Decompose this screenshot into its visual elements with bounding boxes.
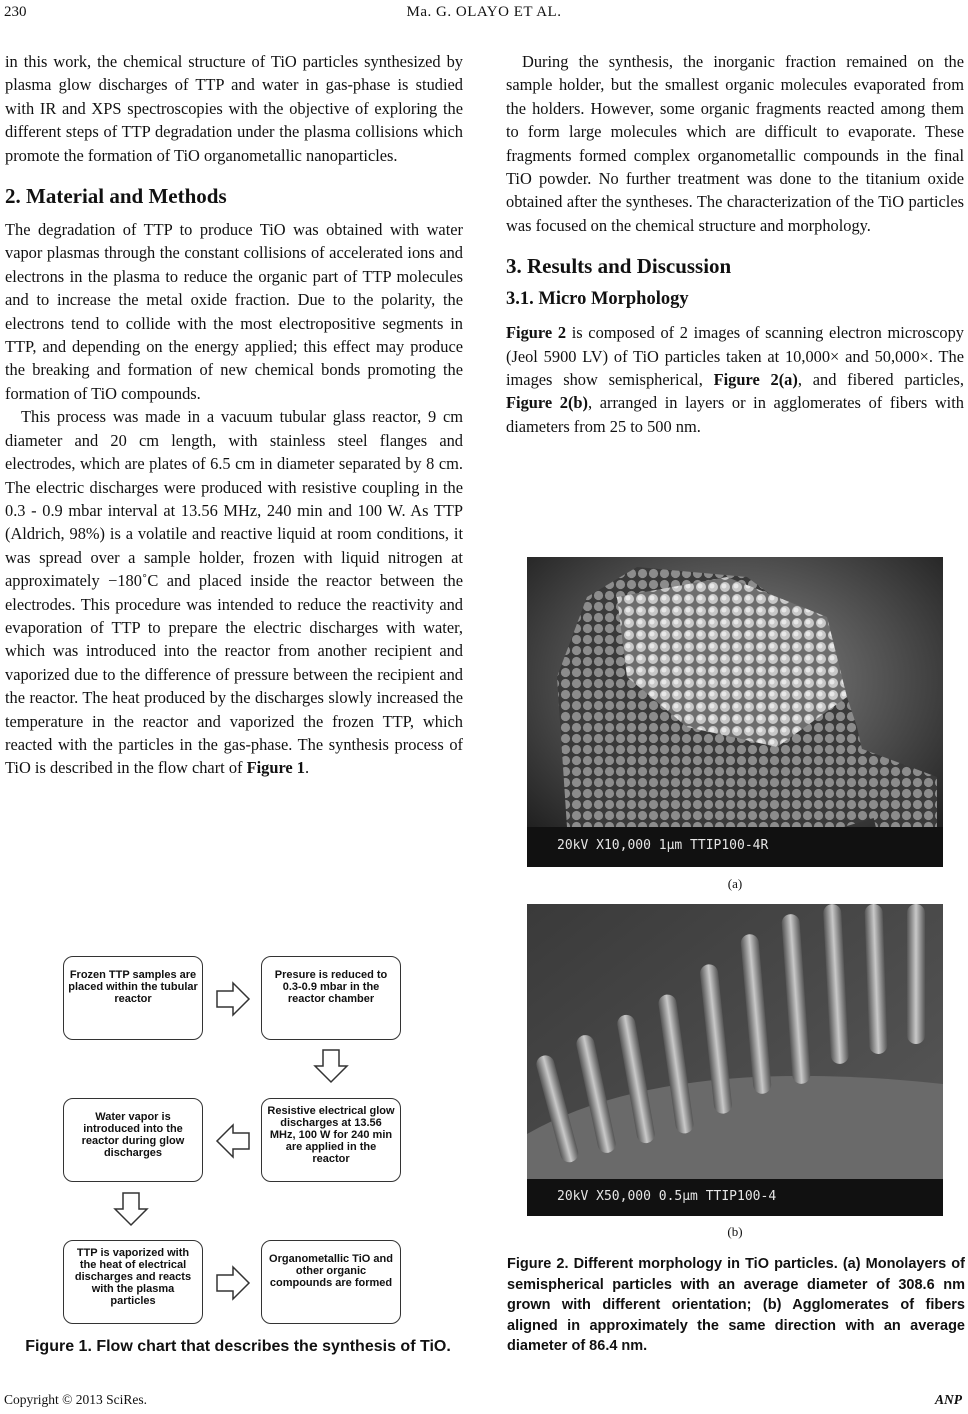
morphology-text-a: is composed of 2 images of scanning electron microscopy (Jeol 5900 LV) of TiO particles taken at 10,000× and 50,000×. The images show semispherical,	[506, 323, 964, 390]
left-column	[5, 50, 463, 780]
arrow-right-icon	[215, 1265, 251, 1301]
flow-box-frozen-ttp: Frozen TTP samples are placed within the tubular reactor	[63, 956, 203, 1040]
running-authors: Ma. G. OLAYO ET AL.	[406, 4, 562, 20]
flow-box-water-vapor: Water vapor is introduced into the reactor during glow discharges	[63, 1098, 203, 1182]
flow-box-organometallic: Organometallic TiO and other organic compounds are formed	[261, 1240, 401, 1324]
figure-2-reference[interactable]: Figure 2	[506, 323, 567, 343]
morphology-paragraph	[506, 321, 964, 438]
sem-image-b-graphic	[527, 904, 943, 1216]
methods-paragraph-2-text: This process was made in a vacuum tubular glass reactor, 9 cm diameter and 20 cm length, with stainless steel flanges and electrodes, which are plates of 6.5 cm in diameter separated by 8 cm. The electric discharges were produced with resistive coupling in the 0.3 - 0.9 mbar interval at 13.56 MHz, 240 min and 100 W. As TTP (Aldrich, 98%) is a volatile and reactive liquid at room conditions, it was spread over a sample holder, frozen with liquid nitrogen at approximately −180˚C and placed inside the reactor between the electrodes. This procedure was intended to reduce the reactivity and evaporation of TTP to prepare the electric discharges with water, which was introduced into the reactor from another recipient and vaporized due to the difference of pressure between the recipient and the reactor. The heat produced by the discharges slowly increased the temperature in the reactor and vaporized the frozen TTP, which reacted with the particles in the gas-phase. The synthesis process of TiO is described in the flow chart of	[5, 407, 463, 778]
figure-2a-reference[interactable]: Figure 2(a)	[713, 370, 798, 390]
methods-paragraph-1: The degradation of TTP to produce TiO was obtained with water vapor plasmas through the constant collisions of accelerated ions and electrons in the plasma to reduce the organic part of TTP molecules and to increase the metal oxide fraction. Due to the polarity, the electrons tend to collide with the most electropositive segments in TTP, and depending on the energy applied; this effect may produce the breaking and formation of new chemical bonds promoting the formation of TiO compounds.	[5, 220, 463, 403]
synthesis-paragraph: During the synthesis, the inorganic fraction remained on the sample holder, but the smallest organic molecules evaporated from the holders. However, some organic fragments reacted among them to form large molecules which are difficult to evaporate. These fragments formed complex organometallic compounds in the final TiO powder. No further treatment was done to the titanium oxide obtained after the syntheses. The characterization of the TiO particles was focused on the chemical structure and morphology.	[506, 52, 964, 235]
arrow-down-icon	[113, 1191, 149, 1227]
flow-box-ttp-vaporized: TTP is vaporized with the heat of electrical discharges and reacts with the plasma particles	[63, 1240, 203, 1324]
sem-image-b	[527, 904, 943, 1216]
section-3-heading: 3. Results and Discussion	[506, 254, 732, 279]
methods-paragraph-2	[5, 405, 463, 780]
figure-1-caption: Figure 1. Flow chart that describes the synthesis of TiO.	[25, 1338, 451, 1355]
morphology-text-c: , arranged in layers or in agglomerates of fibers with diameters from 25 to 500 nm.	[506, 393, 964, 436]
subsection-3-1-heading: 3.1. Micro Morphology	[506, 289, 689, 310]
page-number: 230	[4, 4, 27, 20]
figure-2a-label: (a)	[727, 876, 743, 891]
sem-b-databar: 20kV X50,000 0.5μm TTIP100-4	[557, 1189, 777, 1204]
sem-a-databar: 20kV X10,000 1μm TTIP100-4R	[557, 838, 769, 853]
sem-image-a	[527, 557, 943, 867]
flow-box-glow-discharges: Resistive electrical glow discharges at 13.56 MHz, 100 W for 240 min are applied in the reactor	[261, 1098, 401, 1182]
copyright-notice: Copyright © 2013 SciRes.	[4, 1392, 148, 1407]
section-2-heading: 2. Material and Methods	[5, 184, 227, 209]
figure-1-reference[interactable]: Figure 1	[246, 758, 306, 778]
page-header	[0, 4, 968, 24]
journal-abbreviation: ANP	[935, 1392, 962, 1407]
arrow-down-icon	[313, 1048, 349, 1084]
methods-paragraph-2-end: .	[305, 758, 310, 778]
arrow-left-icon	[215, 1123, 251, 1159]
flow-chart	[55, 948, 420, 1333]
figure-2-caption: Figure 2. Different morphology in TiO particles. (a) Monolayers of semispherical particles with an average diameter of 308.6 nm grown with different orientation; (b) Agglomerates of fibers aligned in approximately the same direction with an average diameter of 86.4 nm.	[507, 1256, 965, 1354]
morphology-text-b: , and fibered particles,	[797, 370, 964, 390]
flow-box-pressure: Presure is reduced to 0.3-0.9 mbar in the reactor chamber	[261, 956, 401, 1040]
sem-image-a-graphic	[527, 557, 943, 867]
arrow-right-icon	[215, 981, 251, 1017]
figure-2b-label: (b)	[727, 1224, 743, 1239]
right-column	[506, 50, 964, 438]
figure-2b-reference[interactable]: Figure 2(b)	[506, 393, 588, 413]
intro-paragraph: in this work, the chemical structure of TiO particles synthesized by plasma glow discharges of TTP and water in gas-phase is studied with IR and XPS spectroscopies with the objective of exploring the different steps of TTP degradation under the plasma collisions which promote the formation of TiO organometallic nanoparticles.	[5, 52, 463, 165]
